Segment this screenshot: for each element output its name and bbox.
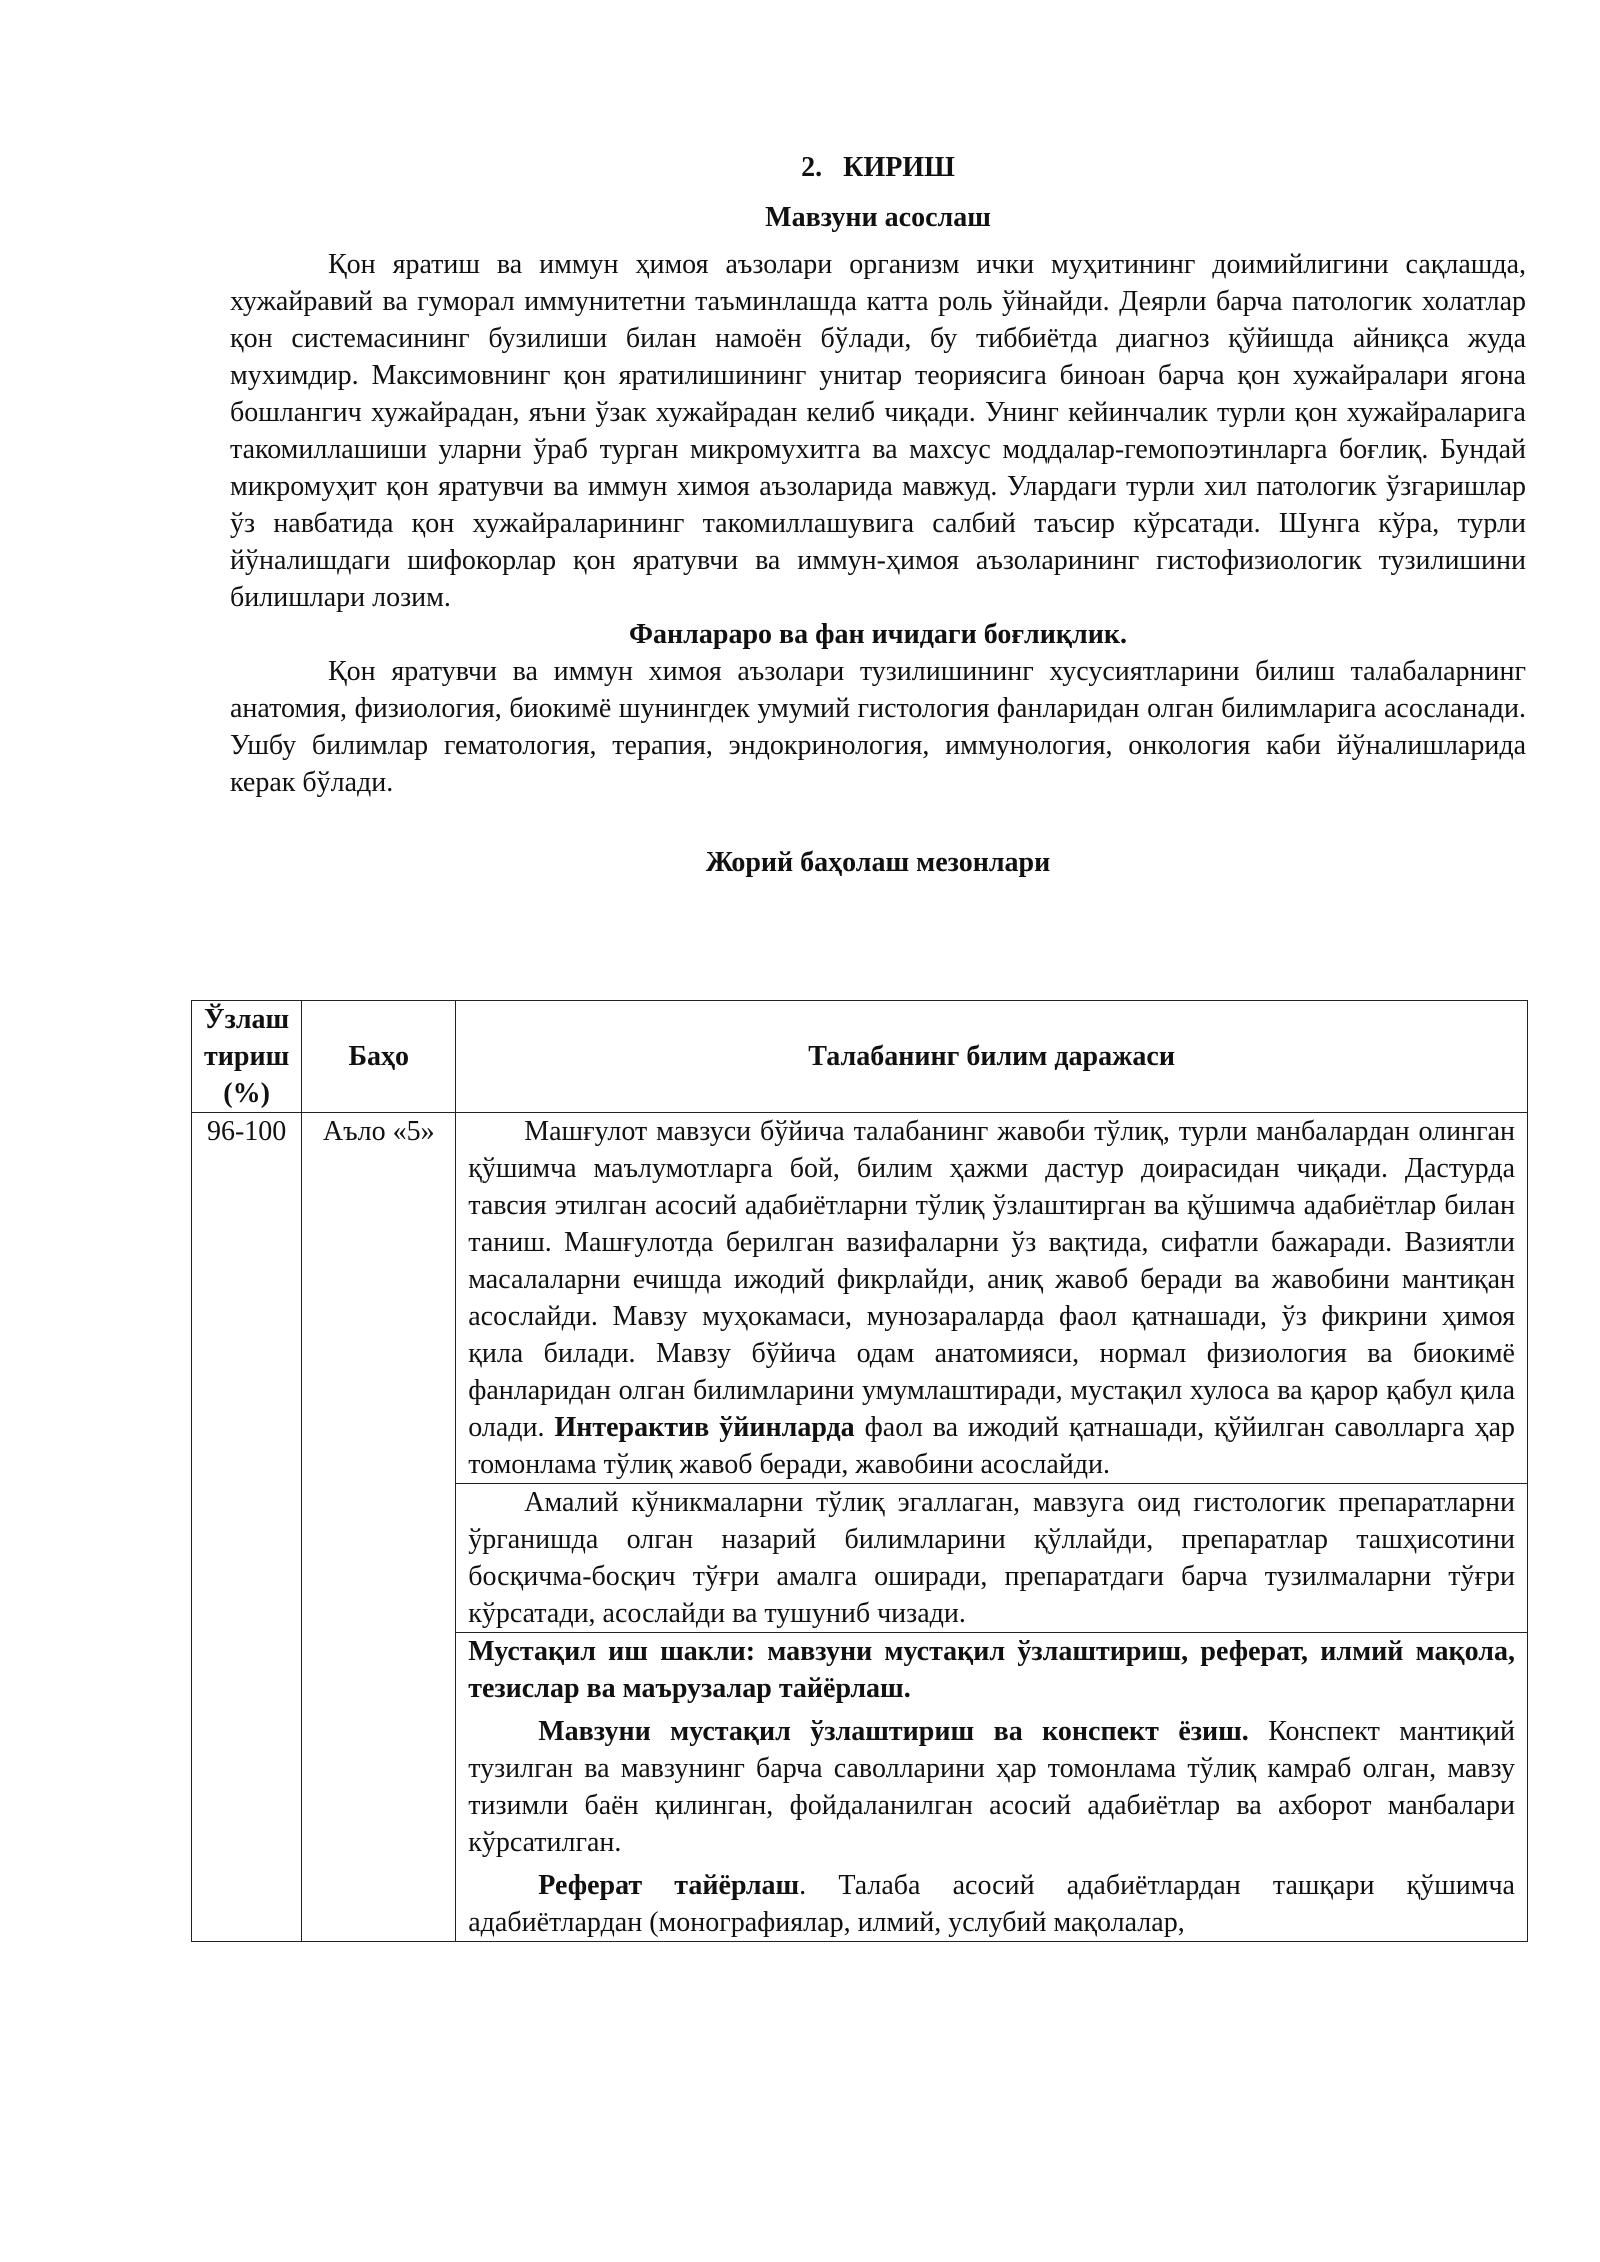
independent-work-intro: Мустақил иш шакли: мавзуни мустақил ўзлаштириш, реферат, илмий мақола, тезислар ва маърузалар тайёрлаш. xyxy=(468,1636,1515,1704)
table-title: Жорий баҳолаш мезонлари xyxy=(705,847,1051,878)
interdisciplinary-paragraph: Қон яратувчи ва иммун химоя аъзолари тузилишининг хусусиятларини билиш талабаларнинг анатомия, физиология, биокимё шунингдек умумий гистология фанларидан олган билимларига асосланади. Ушбу билимлар гематология, терапия, эндокринология, иммунология, онкология каби йўналишларида керак бўлади. xyxy=(230,656,1526,798)
description-text xyxy=(468,1113,1515,1483)
cell-description xyxy=(456,1633,1528,1942)
header-knowledge-level: Талабанинг билим даражаси xyxy=(456,1001,1528,1113)
conspect-text xyxy=(468,1713,1515,1861)
description-text: Амалий кўникмаларни тўлиқ эгаллаган, мавзуга оид гистологик препаратларни ўрганишда олган назарий билимларини қўллайди, препаратлар ташҳисотини босқичма-босқич тўғри амалга оширади, препаратдаги барча тузилмаларни тўғри кўрсатади, асослайди ва тушуниб чизади. xyxy=(468,1487,1515,1629)
cell-description xyxy=(456,1113,1528,1484)
header-grade: Баҳо xyxy=(302,1001,456,1113)
document-page xyxy=(230,150,1526,915)
section-heading xyxy=(230,150,1526,186)
table-header-row xyxy=(192,1001,1528,1113)
description-part1: Машғулот мавзуси бўйича талабанинг жавоби тўлиқ, турли манбалардан олинган қўшимча маълумотларга бой, билим ҳажми дастур доирасидан чиқади. Дастурда тавсия этилган асосий адабиётларни тўлиқ ўзлаштирган ва қўшимча адабиётлар билан таниш. Машғулотда берилган вазифаларни ўз вақтида, сифатли бажаради. Вазиятли масалаларни ечишда ижодий фикрлайди, аниқ жавоб беради ва жавобини мантиқан асослайди. Мавзу муҳокамаси, мунозараларда фаол қатнашади, ўз фикрини ҳимоя қила билади. Мавзу бўйича одам анатомияси, нормал физиология ва биокимё фанларидан олган билимларини умумлаштиради, мустақил хулоса ва қарор қабул қила олади. xyxy=(468,1116,1515,1443)
interdisciplinary-heading: Фанлараро ва фан ичидаги боғлиқлик. xyxy=(628,619,1128,650)
cell-description xyxy=(456,1484,1528,1633)
topic-heading: Мавзуни асослаш xyxy=(765,202,991,233)
grading-criteria-table xyxy=(191,1000,1528,1942)
table-row xyxy=(192,1113,1528,1484)
section-title: КИРИШ xyxy=(843,152,955,183)
section-number: 2. xyxy=(801,152,823,183)
cell-grade: Аъло «5» xyxy=(302,1113,456,1942)
header-percent: Ўзлаш тириш (%) xyxy=(192,1001,302,1113)
topic-paragraph: Қон яратиш ва иммун ҳимоя аъзолари организм ички муҳитининг доимийлигини сақлашда, хужайравий ва гуморал иммунитетни таъминлашда катта роль ўйнайди. Деярли барча патологик холатлар қон системасининг бузилиши билан намоён бўлади, бу тиббиётда диагноз қўйишда айниқса жуда мухимдир. Максимовнинг қон яратилишининг унитар теориясига биноан барча қон хужайралари ягона бошлангич хужайрадан, яъни ўзак хужайрадан келиб чиқади. Унинг кейинчалик турли қон хужайраларига такомиллашиши уларни ўраб турган микромухитга ва махсус моддалар-гемопоэтинларга боғлиқ. Бундай микромуҳит қон яратувчи ва иммун химоя аъзоларида мавжуд. Улардаги турли хил патологик ўзгаришлар ўз навбатида қон хужайраларининг такомиллашувига салбий таъсир кўрсатади. Шунга кўра, турли йўналишдаги шифокорлар қон яратувчи ва иммун-ҳимоя аъзоларининг гистофизиологик тузилишини билишлари лозим. xyxy=(230,249,1526,613)
description-bold: Интерактив ўйинларда xyxy=(554,1412,855,1443)
conspect-body: Конспект мантиқий тузилган ва мавзунинг барча саволларини ҳар томонлама тўлиқ камраб олган, мавзу тизимли баён қилинган, фойдаланилган асосий адабиётлар ва ахборот манбалари кўрсатилган. xyxy=(468,1716,1515,1858)
conspect-heading: Мавзуни мустақил ўзлаштириш ва конспект ёзиш. xyxy=(538,1716,1249,1747)
referat-body: . Талаба асосий адабиётлардан ташқари қўшимча адабиётлардан (монографиялар, илмий, услубий мақолалар, xyxy=(468,1870,1515,1938)
referat-heading: Реферат тайёрлаш xyxy=(538,1870,800,1901)
referat-text xyxy=(468,1867,1515,1941)
description-part2: фаол ва ижодий қатнашади, қўйилган саволларга ҳар томонлама тўлиқ жавоб беради, жавобини асослайди. xyxy=(468,1412,1516,1480)
cell-percent: 96-100 xyxy=(192,1113,302,1942)
